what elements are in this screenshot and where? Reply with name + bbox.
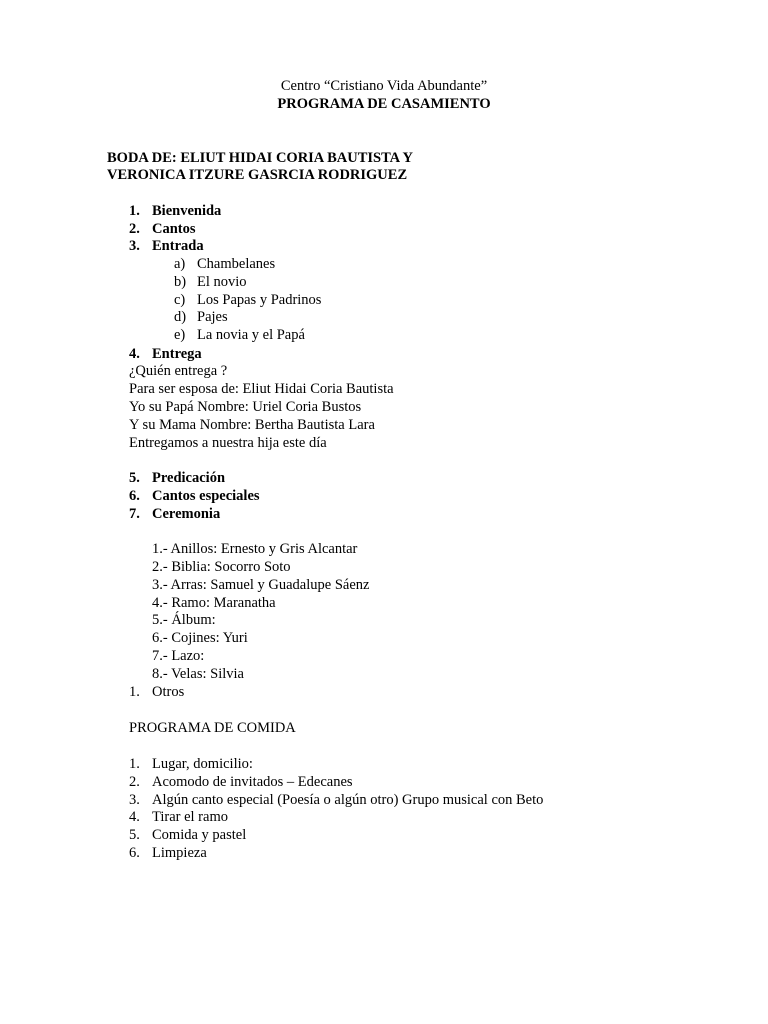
- delivery-line-5: Entregamos a nuestra hija este día: [129, 435, 327, 451]
- ceremony-sub-8: 8.- Velas: Silvia: [152, 666, 244, 682]
- food-item-5: 5. Comida y pastel: [129, 827, 247, 843]
- center-name: Centro “Cristiano Vida Abundante”: [280, 78, 488, 94]
- ceremony-item-3: 3. Entrada: [129, 238, 204, 254]
- ceremony-sub-2: 2.- Biblia: Socorro Soto: [152, 559, 291, 575]
- ceremony-sub-7: 7.- Lazo:: [152, 648, 205, 664]
- delivery-line-2: Para ser esposa de: Eliut Hidai Coria Bautista: [129, 381, 394, 397]
- ceremony-item-1: 1. Bienvenida: [129, 203, 222, 219]
- food-item-1: 1. Lugar, domicilio:: [129, 756, 253, 772]
- ceremony-sub-6: 6.- Cojines: Yuri: [152, 630, 248, 646]
- ceremony-sub-3: 3.- Arras: Samuel y Guadalupe Sáenz: [152, 577, 370, 593]
- food-program-title: PROGRAMA DE COMIDA: [129, 720, 296, 736]
- entrance-sub-d: d) Pajes: [174, 309, 228, 325]
- wedding-line-2: VERONICA ITZURE GASRCIA RODRIGUEZ: [107, 167, 408, 183]
- entrance-sub-b: b) El novio: [174, 274, 247, 290]
- ceremony-item-7: 7. Ceremonia: [129, 506, 221, 522]
- wedding-line-1: BODA DE: ELIUT HIDAI CORIA BAUTISTA Y: [107, 150, 413, 166]
- food-item-4: 4. Tirar el ramo: [129, 809, 228, 825]
- delivery-line-1: ¿Quién entrega ?: [129, 363, 228, 379]
- food-item-3: 3. Algún canto especial (Poesía o algún otro) Grupo musical con Beto: [129, 792, 544, 808]
- program-title: PROGRAMA DE CASAMIENTO: [277, 96, 491, 112]
- ceremony-others: 1. Otros: [129, 684, 185, 700]
- delivery-line-3: Yo su Papá Nombre: Uriel Coria Bustos: [129, 399, 362, 415]
- food-item-2: 2. Acomodo de invitados – Edecanes: [129, 774, 353, 790]
- entrance-sub-a: a) Chambelanes: [174, 256, 276, 272]
- food-item-6: 6. Limpieza: [129, 845, 207, 861]
- ceremony-item-2: 2. Cantos: [129, 221, 196, 237]
- ceremony-sub-4: 4.- Ramo: Maranatha: [152, 595, 276, 611]
- ceremony-sub-1: 1.- Anillos: Ernesto y Gris Alcantar: [152, 541, 358, 557]
- entrance-sub-e: e) La novia y el Papá: [174, 327, 305, 343]
- delivery-line-4: Y su Mama Nombre: Bertha Bautista Lara: [129, 417, 375, 433]
- ceremony-item-6: 6. Cantos especiales: [129, 488, 260, 504]
- entrance-sub-c: c) Los Papas y Padrinos: [174, 292, 322, 308]
- ceremony-item-5: 5. Predicación: [129, 470, 226, 486]
- ceremony-item-4: 4. Entrega: [129, 346, 202, 362]
- ceremony-sub-5: 5.- Álbum:: [152, 612, 216, 628]
